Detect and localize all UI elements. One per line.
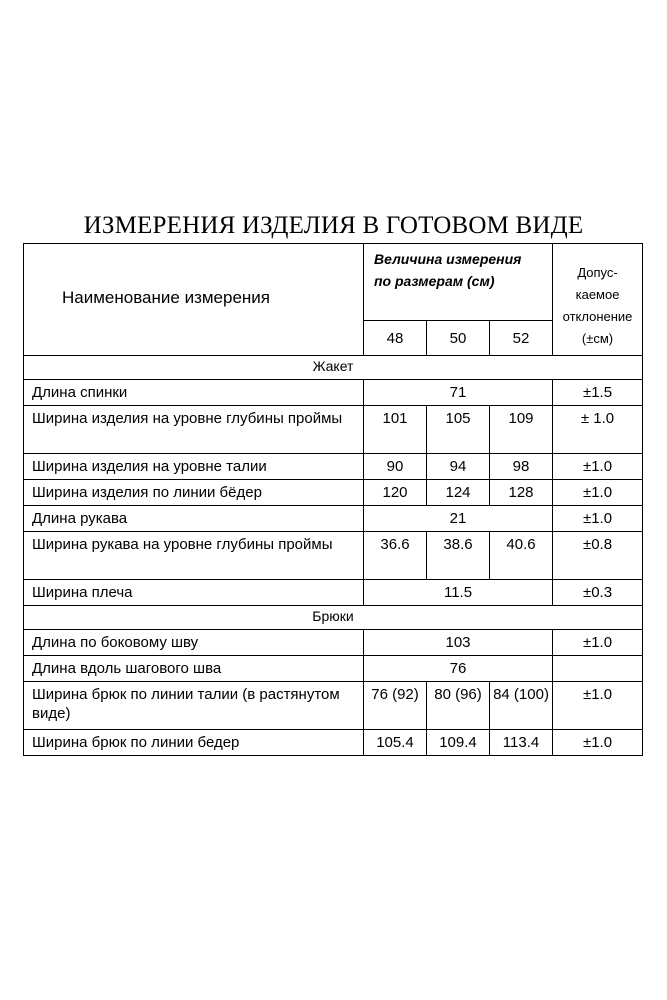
row-value-48: 76 (92) [364, 682, 427, 730]
header-tol-line2: каемое [575, 287, 620, 302]
table-row [24, 480, 643, 506]
section-row-trousers [24, 606, 643, 630]
size-52: 52 [490, 321, 553, 356]
row-value-48: 90 [364, 454, 427, 480]
row-tolerance: ± 1.0 [553, 406, 643, 454]
row-name: Длина по боковому шву [24, 630, 364, 656]
row-value: 11.5 [364, 580, 553, 606]
row-name: Длина вдоль шагового шва [24, 656, 364, 682]
section-trousers: Брюки [24, 606, 643, 630]
table-row [24, 406, 643, 454]
row-value: 21 [364, 506, 553, 532]
row-name: Ширина рукава на уровне глубины проймы [24, 532, 364, 580]
table-row [24, 682, 643, 730]
table-row [24, 506, 643, 532]
row-value-52: 98 [490, 454, 553, 480]
row-tolerance: ±0.8 [553, 532, 643, 580]
header-tol-line4: (±см) [581, 331, 614, 346]
row-value-48: 36.6 [364, 532, 427, 580]
table-row [24, 380, 643, 406]
section-row-jacket [24, 356, 643, 380]
row-name: Ширина изделия на уровне талии [24, 454, 364, 480]
row-value: 71 [364, 380, 553, 406]
row-name: Ширина изделия на уровне глубины проймы [24, 406, 364, 454]
header-tolerance [553, 244, 643, 356]
row-tolerance: ±1.0 [553, 730, 643, 756]
row-value-50: 105 [427, 406, 490, 454]
row-value: 103 [364, 630, 553, 656]
size-50: 50 [427, 321, 490, 356]
table-row [24, 454, 643, 480]
row-name: Ширина брюк по линии талии (в растянутом виде) [24, 682, 364, 730]
row-tolerance: ±1.0 [553, 480, 643, 506]
row-tolerance [553, 656, 643, 682]
header-name-column: Наименование измерения [24, 244, 364, 356]
row-value: 76 [364, 656, 553, 682]
row-tolerance: ±0.3 [553, 580, 643, 606]
row-tolerance: ±1.0 [553, 454, 643, 480]
table-row [24, 630, 643, 656]
row-tolerance: ±1.0 [553, 506, 643, 532]
row-name: Длина рукава [24, 506, 364, 532]
row-name: Ширина брюк по линии бедер [24, 730, 364, 756]
row-tolerance: ±1.0 [553, 630, 643, 656]
row-value-48: 120 [364, 480, 427, 506]
table-row [24, 580, 643, 606]
row-value-52: 40.6 [490, 532, 553, 580]
page-title: ИЗМЕРЕНИЯ ИЗДЕЛИЯ В ГОТОВОМ ВИДЕ [83, 212, 584, 239]
row-value-48: 101 [364, 406, 427, 454]
row-name: Длина спинки [24, 380, 364, 406]
header-tol-line3: отклонение [562, 309, 633, 324]
row-name: Ширина плеча [24, 580, 364, 606]
header-sizes [364, 244, 553, 321]
header-sizes-line1: Величина измерения [374, 251, 522, 267]
row-name: Ширина изделия по линии бёдер [24, 480, 364, 506]
row-value-50: 109.4 [427, 730, 490, 756]
row-value-52: 84 (100) [490, 682, 553, 730]
row-value-52: 128 [490, 480, 553, 506]
row-value-48: 105.4 [364, 730, 427, 756]
table-row [24, 656, 643, 682]
table-row [24, 730, 643, 756]
section-jacket: Жакет [24, 356, 643, 380]
measurements-table [23, 243, 643, 756]
header-row [24, 244, 643, 321]
row-value-50: 38.6 [427, 532, 490, 580]
header-tol-line1: Допус- [577, 265, 618, 280]
size-48: 48 [364, 321, 427, 356]
row-value-50: 80 (96) [427, 682, 490, 730]
row-tolerance: ±1.0 [553, 682, 643, 730]
row-tolerance: ±1.5 [553, 380, 643, 406]
row-value-52: 113.4 [490, 730, 553, 756]
table-row [24, 532, 643, 580]
row-value-50: 124 [427, 480, 490, 506]
header-sizes-line2: по размерам (см) [374, 273, 495, 289]
row-value-50: 94 [427, 454, 490, 480]
row-value-52: 109 [490, 406, 553, 454]
